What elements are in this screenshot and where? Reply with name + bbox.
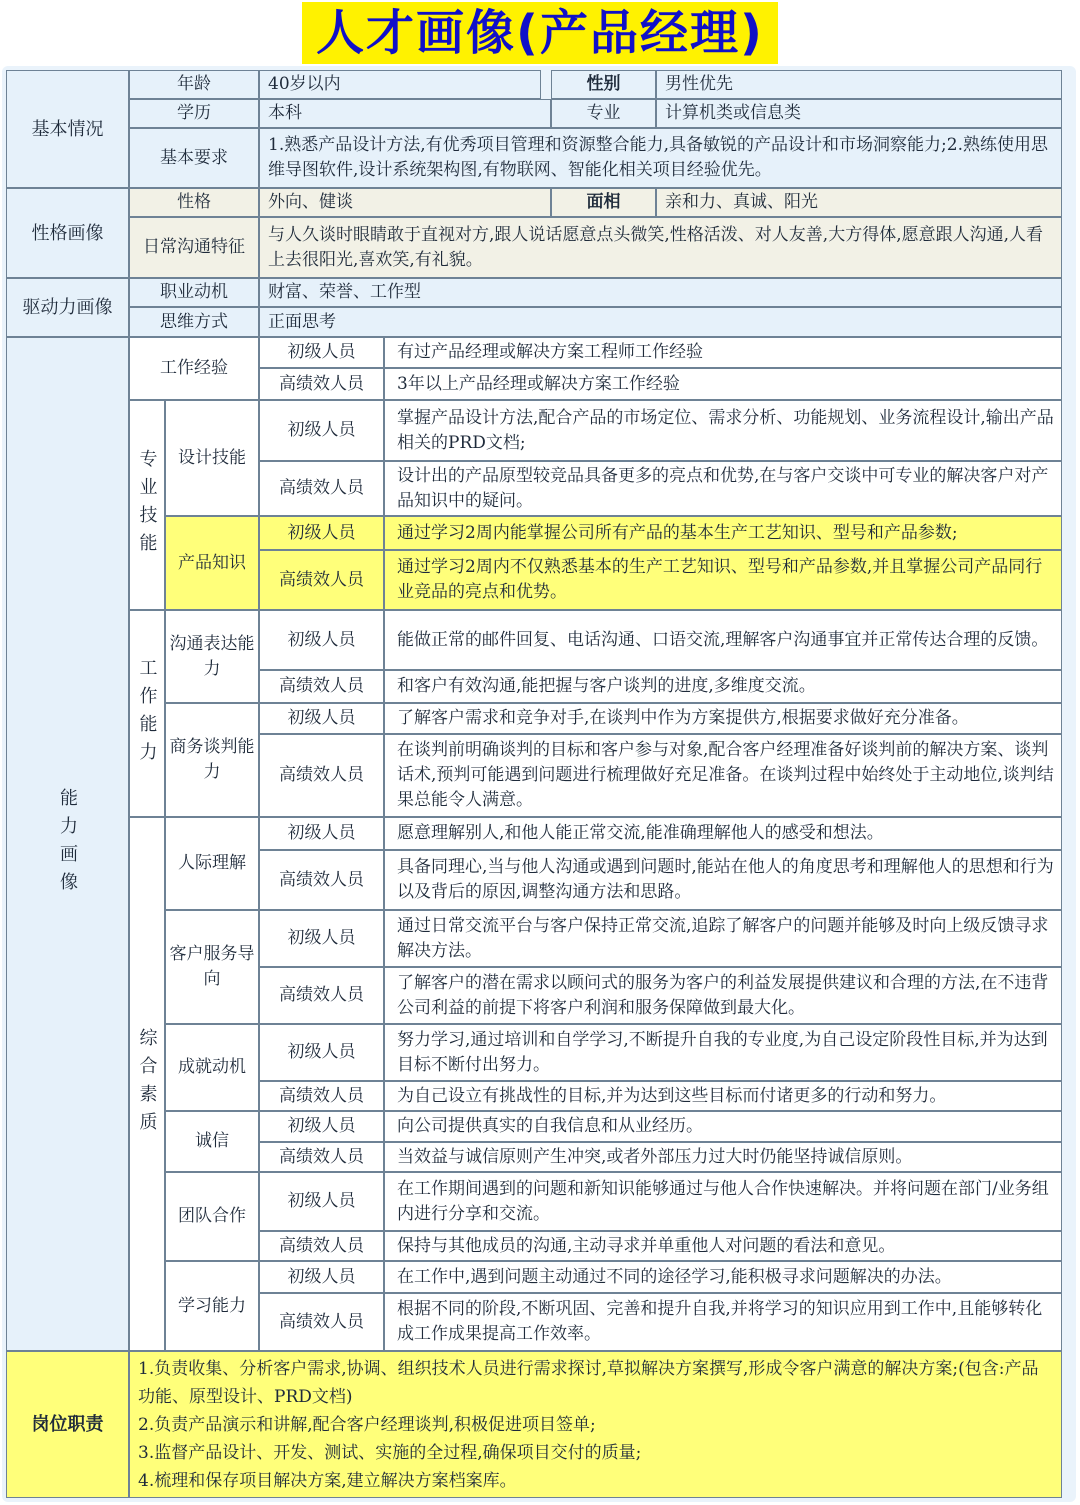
category-personality: 性格画像 [6,188,129,278]
communication-value: 与人久谈时眼睛敢于直视对方,跟人说话愿意点头微笑,性格活泼、对人友善,大方得体,愿意跟人沟通,人看上去很阳光,喜欢笑,有礼貌。 [259,217,1062,278]
age-value: 40岁以内 [259,70,541,99]
category-ability: 能力画像 [6,337,129,1351]
level-senior: 高绩效人员 [259,850,384,910]
motive-label: 职业动机 [129,278,259,307]
negotiation-ability-label: 商务谈判能力 [165,703,259,817]
work-experience-junior: 有过产品经理或解决方案工程师工作经验 [384,337,1062,368]
customer-service-senior: 了解客户的潜在需求以顾问式的服务为客户的利益发展提供建议和合理的方法,在不违背公司利益的前提下将客户利润和服务保障做到最大化。 [384,967,1062,1024]
thinking-label: 思维方式 [129,307,259,337]
product-knowledge-senior: 通过学习2周内不仅熟悉基本的生产工艺知识、型号和产品参数,并且掌握公司产品同行业竞品的亮点和优势。 [384,550,1062,610]
face-value: 亲和力、真诚、阳光 [656,188,1062,217]
level-senior: 高绩效人员 [259,1142,384,1172]
design-skill-junior: 掌握产品设计方法,配合产品的市场定位、需求分析、功能规划、业务流程设计,输出产品相关的PRD文档; [384,400,1062,461]
duty-item: 1.负责收集、分析客户需求,协调、组织技术人员进行需求探讨,草拟解决方案撰写,形成令客户满意的解决方案;(包含:产品功能、原型设计、PRD文档) [138,1358,1039,1407]
level-junior: 初级人员 [259,1024,384,1081]
integrity-senior: 当效益与诚信原则产生冲突,或者外部压力过大时仍能坚持诚信原则。 [384,1142,1062,1172]
group-work-ability: 工作能力 [129,610,165,817]
level-senior: 高绩效人员 [259,1293,384,1351]
level-senior: 高绩效人员 [259,550,384,610]
duty-item: 3.监督产品设计、开发、测试、实施的全过程,确保项目交付的质量; [138,1442,642,1463]
teamwork-senior: 保持与其他成员的沟通,主动寻求并单重他人对问题的看法和意见。 [384,1231,1062,1261]
category-duties: 岗位职责 [6,1351,129,1498]
category-drive: 驱动力画像 [6,278,129,337]
interpersonal-senior: 具备同理心,当与他人沟通或遇到问题时,能站在他人的角度思考和理解他人的思想和行为以及背后的原因,调整沟通方法和思路。 [384,850,1062,910]
product-knowledge-label: 产品知识 [165,516,259,610]
teamwork-label: 团队合作 [165,1172,259,1261]
negotiation-ability-senior: 在谈判前明确谈判的目标和客户参与对象,配合客户经理准备好谈判前的解决方案、谈判话术,预判可能遇到问题进行梳理做好充足准备。在谈判过程中始终处于主动地位,谈判结果总能令人满意。 [384,734,1062,817]
motive-value: 财富、荣誉、工作型 [259,278,1062,307]
achievement-label: 成就动机 [165,1024,259,1111]
level-senior: 高绩效人员 [259,734,384,817]
learning-senior: 根据不同的阶段,不断巩固、完善和提升自我,并将学习的知识应用到工作中,且能够转化成工作成果提高工作效率。 [384,1293,1062,1351]
face-label: 面相 [551,188,656,217]
gender-label: 性别 [551,70,656,99]
page-title: 人才画像(产品经理) [302,2,778,64]
integrity-junior: 向公司提供真实的自我信息和从业经历。 [384,1111,1062,1142]
communication-ability-junior: 能做正常的邮件回复、电话沟通、口语交流,理解客户沟通事宜并正常传达合理的反馈。 [384,610,1062,670]
level-junior: 初级人员 [259,337,384,368]
interpersonal-junior: 愿意理解别人,和他人能正常交流,能准确理解他人的感受和想法。 [384,817,1062,850]
level-senior: 高绩效人员 [259,368,384,400]
major-value: 计算机类或信息类 [656,99,1062,128]
title-bar [0,0,1080,66]
level-senior: 高绩效人员 [259,1231,384,1261]
level-junior: 初级人员 [259,400,384,461]
communication-ability-label: 沟通表达能力 [165,610,259,703]
gender-value: 男性优先 [656,70,1062,99]
major-label: 专业 [551,99,656,128]
learning-label: 学习能力 [165,1261,259,1351]
level-junior: 初级人员 [259,817,384,850]
communication-label: 日常沟通特征 [129,217,259,278]
level-junior: 初级人员 [259,910,384,967]
age-label: 年龄 [129,70,259,99]
education-value: 本科 [259,99,551,128]
customer-service-label: 客户服务导向 [165,910,259,1024]
level-senior: 高绩效人员 [259,967,384,1024]
duties-list [129,1351,1062,1498]
integrity-label: 诚信 [165,1111,259,1172]
trait-value: 外向、健谈 [259,188,551,217]
level-junior: 初级人员 [259,1172,384,1231]
education-label: 学历 [129,99,259,128]
level-junior: 初级人员 [259,516,384,550]
teamwork-junior: 在工作期间遇到的问题和新知识能够通过与他人合作快速解决。并将问题在部门/业务组内进行分享和交流。 [384,1172,1062,1231]
achievement-junior: 努力学习,通过培训和自学学习,不断提升自我的专业度,为自己设定阶段性目标,并为达到目标不断付出努力。 [384,1024,1062,1081]
requirement-label: 基本要求 [129,128,259,188]
profile-table [6,70,1062,1498]
duty-item: 2.负责产品演示和讲解,配合客户经理谈判,积极促进项目签单; [138,1414,596,1435]
level-junior: 初级人员 [259,610,384,670]
level-junior: 初级人员 [259,703,384,734]
achievement-senior: 为自己设立有挑战性的目标,并为达到这些目标而付诸更多的行动和努力。 [384,1081,1062,1111]
work-experience-senior: 3年以上产品经理或解决方案工作经验 [384,368,1062,400]
work-experience-label: 工作经验 [129,337,259,400]
trait-label: 性格 [129,188,259,217]
negotiation-ability-junior: 了解客户需求和竞争对手,在谈判中作为方案提供方,根据要求做好充分准备。 [384,703,1062,734]
customer-service-junior: 通过日常交流平台与客户保持正常交流,追踪了解客户的问题并能够及时向上级反馈寻求解决方法。 [384,910,1062,967]
requirement-value: 1.熟悉产品设计方法,有优秀项目管理和资源整合能力,具备敏锐的产品设计和市场洞察能力;2.熟练使用思维导图软件,设计系统架构图,有物联网、智能化相关项目经验优先。 [259,128,1062,188]
thinking-value: 正面思考 [259,307,1062,337]
design-skill-senior: 设计出的产品原型较竞品具备更多的亮点和优势,在与客户交谈中可专业的解决客户对产品知识中的疑问。 [384,461,1062,516]
product-knowledge-junior: 通过学习2周内能掌握公司所有产品的基本生产工艺知识、型号和产品参数; [384,516,1062,550]
communication-ability-senior: 和客户有效沟通,能把握与客户谈判的进度,多维度交流。 [384,670,1062,703]
group-overall-quality: 综合素质 [129,817,165,1351]
group-professional-skills: 专业技能 [129,400,165,610]
level-junior: 初级人员 [259,1111,384,1142]
level-senior: 高绩效人员 [259,461,384,516]
interpersonal-label: 人际理解 [165,817,259,910]
learning-junior: 在工作中,遇到问题主动通过不同的途径学习,能积极寻求问题解决的办法。 [384,1261,1062,1293]
duty-item: 4.梳理和保存项目解决方案,建立解决方案档案库。 [138,1470,517,1491]
level-senior: 高绩效人员 [259,1081,384,1111]
level-junior: 初级人员 [259,1261,384,1293]
design-skill-label: 设计技能 [165,400,259,516]
category-basic: 基本情况 [6,70,129,188]
level-senior: 高绩效人员 [259,670,384,703]
